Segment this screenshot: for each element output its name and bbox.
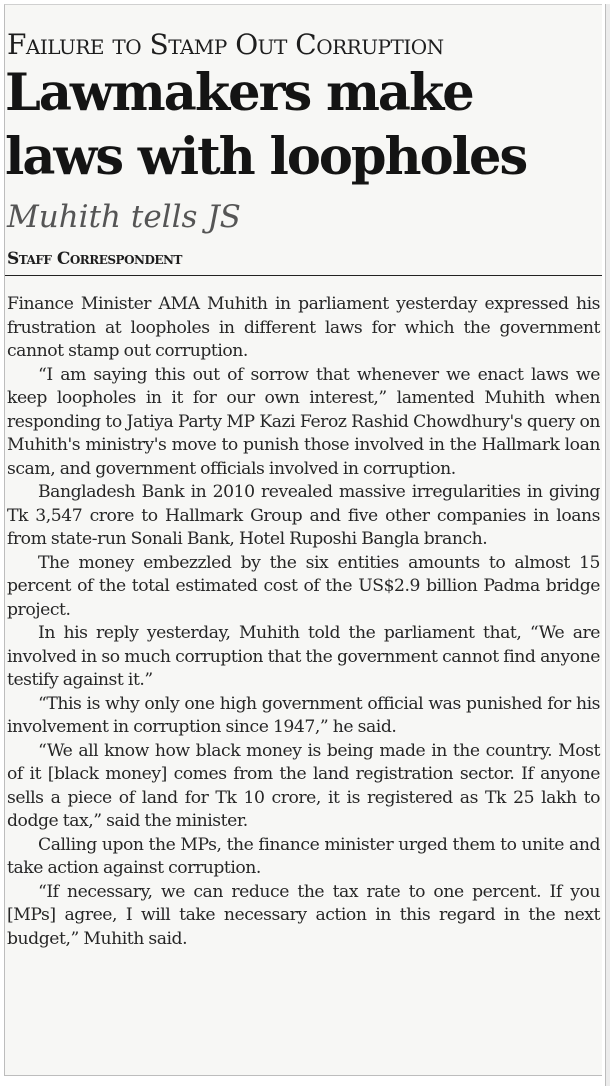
paragraph: Finance Minister AMA Muhith in parliament yesterday expressed his frustration at loopholes in different laws for which the government cannot stamp out corruption. [7, 294, 600, 361]
subheadline: Muhith tells JS [7, 199, 241, 235]
headline: Lawmakers make laws with loopholes [5, 63, 527, 187]
paragraph: The money embezzled by the six entities amounts to almost 15 percent of the total estimated cost of the US$2.9 billion Padma bridge project. [7, 552, 600, 620]
page [0, 4, 610, 1086]
newspaper-clipping [4, 4, 602, 1076]
paragraph: “We all know how black money is being made in the country. Most of it [black money] comes from the land registration sector. If anyone sells a piece of land for Tk 10 crore, it is registered as Tk 25 lakh to dodge tax,” said the minister. [7, 740, 600, 831]
paragraph: “If necessary, we can reduce the tax rate to one percent. If you [MPs] agree, I will take necessary action in this regard in the next budget,” Muhith said. [7, 881, 600, 949]
article-body [7, 293, 600, 951]
paragraph: Calling upon the MPs, the finance minister urged them to unite and take action against corruption. [7, 834, 600, 878]
paragraph: In his reply yesterday, Muhith told the parliament that, “We are involved in so much corruption that the government cannot find anyone testify against it.” [7, 623, 600, 690]
paragraph: “I am saying this out of sorrow that whenever we enact laws we keep loopholes in it for our own interest,” lamented Muhith when responding to Jatiya Party MP Kazi Feroz Rashid Chowdhury's query on Muhith's ministry's move to punish those involved in the Hallmark loan scam, and government officials involved in corruption. [7, 364, 600, 479]
page-edge [605, 4, 610, 1086]
byline: Staff Correspondent [7, 249, 182, 269]
paragraph: Bangladesh Bank in 2010 revealed massive irregularities in giving Tk 3,547 crore to Hallmark Group and five other companies in loans from state-run Sonali Bank, Hotel Ruposhi Bangla branch. [7, 482, 600, 549]
kicker: Failure to Stamp Out Corruption [7, 28, 444, 61]
byline-divider [5, 275, 602, 276]
paragraph: “This is why only one high government official was punished for his involvement in corruption since 1947,” he said. [7, 693, 600, 737]
